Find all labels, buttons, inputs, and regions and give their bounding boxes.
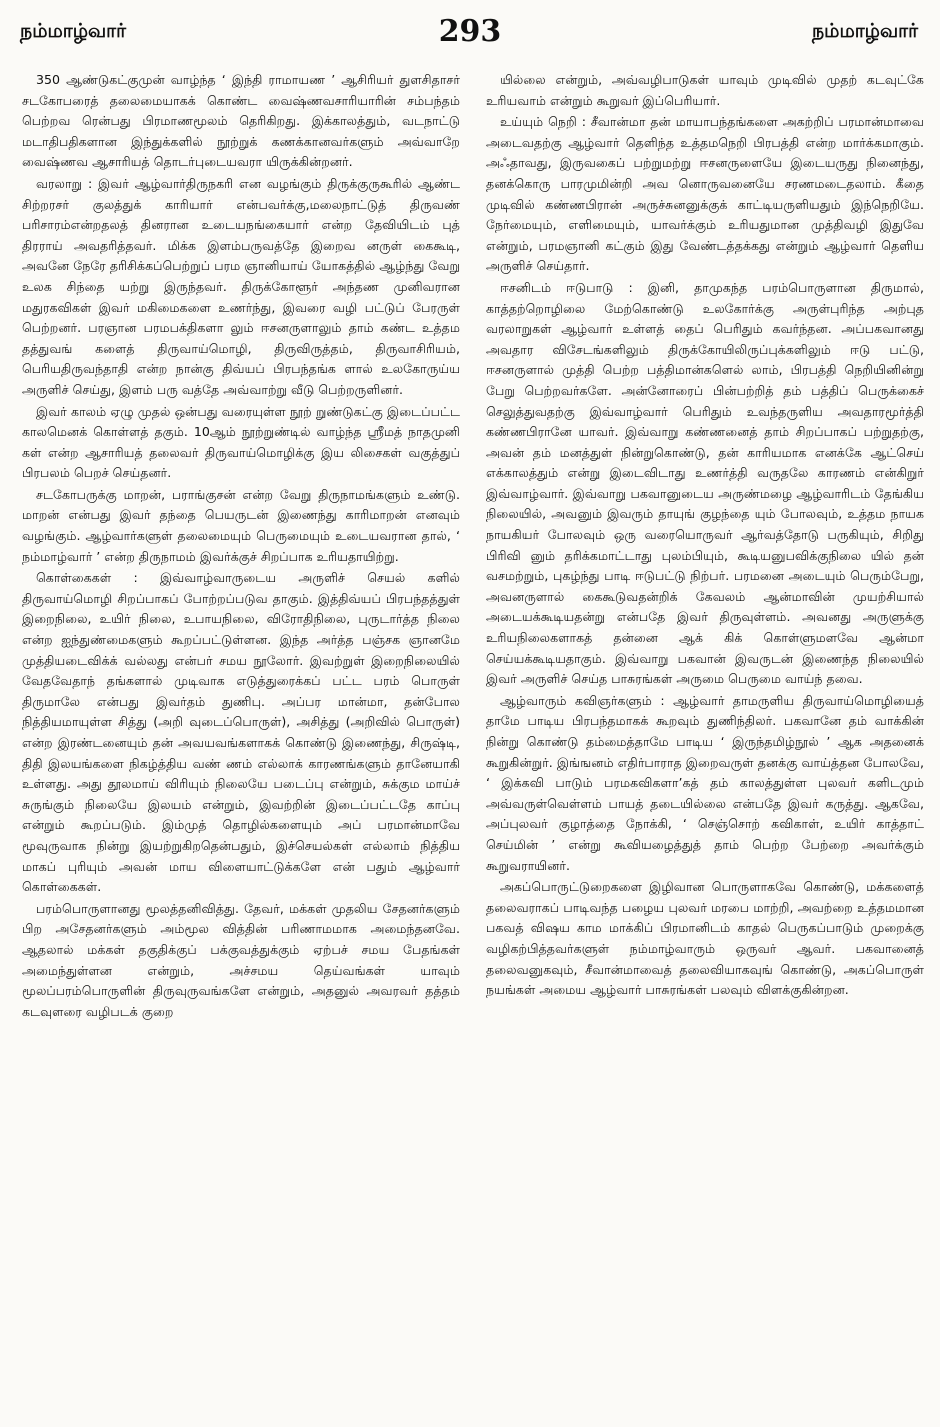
- page-header: [0, 0, 940, 60]
- column-divider: [471, 72, 472, 1392]
- page-number: 293: [438, 14, 502, 49]
- left-text-column: [22, 70, 460, 1400]
- paragraph-continuation: யில்லை என்றும், அவ்வழிபாடுகள் யாவும் முடிவில் முதற் கடவுட்கே உரியவாம் என்றும் கூறுவர் இப்பெரியார்.: [486, 72, 924, 108]
- paragraph-doctrines: கொள்கைகள் : இவ்வாழ்வாருடைய அருளிச் செயல் களில் திருவாய்மொழி சிறப்பாகப் போற்றப்படுவ தாகும். இத்திவ்யப் பிரபந்தத்துள் இறைநிலை, உயிர் நிலை, உபாயநிலை, விரோதிநிலை, புருடார்த்த நிலை என்ற ஐந்துண்மைகளும் கூறப்பட்டுள்ளன. இந்த அர்த்த பஞ்சக ஞானமே முத்தியடைவிக்க் வல்லது என்பர் சமய நூலோர். இவற்றுள் இறைநிலையில் வேதவேதாந் தங்களால் முடிவாக எடுத்துரைக்கப் பட்ட பரம் பொருள் திருமாலே என்பது இவர்தம் துணிபு. அப்பர மான்மா, தன்போல நித்தியமாயுள்ள சித்து (அறி வுடைப்பொருள்), அசித்து (அறிவில் பொருள்) என்ற இரண்டனையும் தன் அவயவங்களாகக் கொண்டு இணைந்து, சிருஷ்டி, திதி இலயங்களை நிகழ்த்திய வண் ணம் எல்லாக் காரணங்களும் தானேயாகி உள்ளது. அது தூலமாய் விரியும் நிலையே படைப்பு என்றும், சுக்கும மாய்ச் சுருங்கும் நிலையே இலயம் என்றும், இவற்றின் இடைப்பட்டதே காப்பு என்றும் கூறப்படும். இம்முத் தொழில்களையும் அப் பரமான்மாவே மூவுருவாக நின்று இயற்றுகிறதென்பதும், இச்செயல்கள் எல்லாம் நித்திய மாகப் புரியும் அவன் மாய விளையாட்டுக்களே என் பதும் ஆழ்வார் கொள்கைகள்.: [22, 570, 460, 895]
- paragraph-akam-themes: அகப்பொருட்டுறைகளை இழிவான பொருளாகவே கொண்டு, மக்களைத் தலைவராகப் பாடிவந்த பழைய புலவர் மரபை மாற்றி, அவற்றை உத்தமமான பகவத் விஷய காம மாக்கிப் பிரமானிடம் காதல் பெருகப்பாடும் முறைக்கு வழிகற்பித்தவர்களுள் நம்மாழ்வாரும் ஒருவர் ஆவர். பகவானைத் தலைவனுகவும், சீவான்மாவைத் தலைவியாகவுங் கொண்டு, அகப்பொருள் நயங்கள் அமைய ஆழ்வார் பாசுரங்கள் பலவும் விளக்குகின்றன.: [486, 879, 924, 998]
- paragraph-poets: ஆழ்வாரும் கவிஞர்களும் : ஆழ்வார் தாமருளிய திருவாய்மொழியைத் தாமே பாடிய பிரபந்தமாகக் கூறவும் துணிந்திலர். பகவானே தம் வாக்கின் நின்று கொண்டு தம்மைத்தாமே பாடிய ‘ இருந்தமிழ்நூல் ’ ஆக அதனைக் கூறுகின்றுர். இங்ஙனம் எதிர்பாராத இறைவருள் தனக்கு வாய்த்தன போலவே, ‘ இக்கவி பாடும் பரமகவிகளா’கத் தம் காலத்துள்ள புலவர் களிடமும் அவ்வருள்வெள்ளம் பாயத் தடையில்லை என்பதே இவர் கருத்து. ஆகவே, அப்புலவர் குழாத்தை நோக்கி, ‘ செஞ்சொற் கவிகாள், உயிர் காத்தாட் செய்மின் ’ என்று கூவியழைத்துத் தாம் பெற்ற பேற்றை அவர்க்கும் கூறுவராயினர்.: [486, 692, 924, 873]
- running-title-right: நம்மாழ்வார்: [811, 20, 918, 42]
- paragraph-devotion: ஈசனிடம் ஈடுபாடு : இனி, தாமுகந்த பரம்பொருளான திருமால், காத்தற்றொழிலை மேற்கொண்டு உலகோர்க்கு அருள்புரிந்த அற்புத வரலாறுகள் ஆழ்வார் உள்ளத் தைப் பெரிதும் கவர்ந்தன. அப்பகவானது அவதார விசேடங்களிலும் திருக்கோயிலிருப்புக்களிலும் ஈடு பட்டு, ஈசனருளால் முத்தி பெற்ற பத்திமான்களெல் லாம், பிரபத்தி நெறியினின்று பேறு பெற்றவர்களே. அன்னோரைப் பின்பற்றித் தம் பத்திப் பெருக்கைச் செலுத்துவதற்கு இவ்வாழ்வார் பெரிதும் உவந்தருளிய அவதாரமூர்த்தி கண்ணபிரானே யாவர். இவ்வாறு கண்ணனைத் தாம் சிறப்பாகப் பற்றுதற்கு, அவன் தம் மனத்துள் நின்றுகொண்டு, தன் காரியமாக எனக்கே ஆட்செய் எக்காலத்தும் என்று இடைவிடாது உணர்த்தி வருதலே காரணம் என்கிறுர் இவ்வாழ்வார். இவ்வாறு பகவானுடைய அருண்மழை ஆழ்வாரிடம் தேங்கிய நிலையில், அவனும் இவரும் தாயுங் குழந்தை யும் போலவும், உத்தம நாயக நாயகியர் போலவும் ஒரு வரையொருவர் ஆர்வத்தோடு பருகியும், சிறிது பிரிவி னும் தரிக்கமாட்டாது புலம்பியும், கூடியனுபவிக்குநிலை யில் தன் வசமற்றும், புகழ்ந்து பாடி ஈடுபட்டு நிற்பர். பரமனை அடையும் பெரும்பேறு, அவனருளால் கைகூடுவதன்றிக் கேவலம் ஆன்மாவின் முயற்சியால் அடையக்கூடியதன்று என்பதே இவர் திருவுள்ளம். அவனது அருளுக்கு உரியநிலைகளாகத் தன்னை ஆக் கிக் கொள்ளுமளவே ஆன்மா செய்யக்கூடியதாகும். இவ்வாறு பகவான் இவருடன் இணைந்த நிலையில் இவர் அருளிச் செய்த பாசுரங்கள் அருமை பெருமை வாய்ந் தவை.: [486, 279, 924, 687]
- paragraph-history: வரலாறு : இவர் ஆழ்வார்திருநகரி என வழங்கும் திருக்குருகூரில் ஆண்ட சிற்றரசர் குலத்துக் காரியார் என்பவர்க்கு,மலைநாட்டுத் திருவண் பரிசாரம்என்றதலத் தினரான உடையநங்கையார் என்ற தேவியிடம் புத் திரராய் அவதரித்தவர். மிக்க இளம்பருவத்தே இறைவ னருள் கைகூடி, அவனே நேரே தரிசிக்கப்பெற்றுப் பரம ஞானியாய் யோகத்தில் ஆழ்ந்து வேறு உலக சிந்தை யற்று இருந்தவர். திருக்கோளூர் அந்தண முனிவரான மதுரகவிகள் இவர் மகிமைகளை உணர்ந்து, இவரை வழி பட்டுப் பேரருள் பெற்றனர். பரஞான பரமபக்திகளா லும் ஈசனருளாலும் தாம் கண்ட உத்தம தத்துவங் களைத் திருவாய்மொழி, திருவிருத்தம், திருவாசிரியம், பெரியதிருவந்தாதி என்ற நான்கு திவ்யப் பிரபந்தங்க ளால் உலகோருய்ய அருளிச் செய்து, இளம் பரு வத்தே அவ்வாற்று வீடு பெற்றருளினர்.: [22, 175, 460, 397]
- paragraph-intro: 350 ஆண்டுகட்குமுன் வாழ்ந்த ‘ இந்தி ராமாயண ’ ஆசிரியர் துளசிதாசர் சடகோபரைத் தலைமையாகக் கொண்ட வைஷ்ணவசாரியாரின் சம்பந்தம் பெற்றவ ரென்பது பிரமாணமூலம் தெரிகிறது. இக்காலத்தும், வடநாட்டு மடாதிபதிகளான இந்துக்களில் நூற்றுக் கணக்கானவர்களும் அவ்வாறே வைஷ்ணவ ஆசாரியத் தொடர்புடையவரா யிருக்கின்றனர்.: [22, 72, 460, 170]
- paragraph-path-of-salvation: உய்யும் நெறி : சீவான்மா தன் மாயாபந்தங்களை அகற்றிப் பரமான்மாவை அடைவதற்கு ஆழ்வார் தெளிந்த உத்தமநெறி பிரபத்தி என்ற மார்க்கமாகும். அஃதாவது, இருவகைப் பற்றுமற்று ஈசனருளையே இடையருது நினைந்து, தனக்கொரு பாரமுமின்றி அவ னொருவனையே சரணமடைதலாம். கீதை முடிவில் கண்ணபிரான் அருச்சுனனுக்குக் காட்டியருளியதும் இந்நெறியே. நேர்மையும், எளிமையும், யாவர்க்கும் உரியதுமான முத்திவழி இதுவே என்றும், பரமஞானி கட்கும் இது வேண்டத்தக்கது என்றும் ஆழ்வார் தெளிய அருளிச் செய்தார்.: [486, 114, 924, 274]
- paragraph-period: இவர் காலம் ஏழு முதல் ஒன்பது வரையுள்ள நூற் றுண்டுகட்கு இடைப்பட்ட காலமெனக் கொள்ளத் தகும். 10ஆம் நூற்றுண்டில் வாழ்ந்த ஸ்ரீமத் நாதமுனி கள் என்ற ஆசாரியத் தலைவர் திருவாய்மொழிக்கு இய லிசைகள் வகுத்துப் பிரபலம் பெறச் செய்தனர்.: [22, 403, 460, 481]
- running-title-left: நம்மாழ்வார்: [20, 20, 127, 42]
- paragraph-names: சடகோபருக்கு மாறன், பராங்குசன் என்ற வேறு திருநாமங்களும் உண்டு. மாறன் என்பது இவர் தந்தை பெயருடன் இணைந்து காரிமாறன் எனவும் வழங்கும். ஆழ்வார்களுள் தலைமையும் பெருமையும் உடையவரான தால், ‘ நம்மாழ்வார் ’ என்ற திருநாமம் இவர்க்குச் சிறப்பாக உரியதாயிற்று.: [22, 486, 460, 564]
- paragraph-supreme-being: பரம்பொருளானது மூலத்தனிவித்து. தேவர், மக்கள் முதலிய சேதனர்களும் பிற அசேதனர்களும் அம்மூல வித்தின் பரிணாமமாக அமைந்தனவே. ஆதலால் மக்கள் தகுதிக்குப் பக்குவத்துக்கும் ஏற்பச் சமய பேதங்கள் அமைந்துள்ளன என்றும், அச்சமய தெய்வங்கள் யாவும் மூலப்பரம்பொருளின் திருவுருவங்களே என்றும், அதனுல் அவரவர் தத்தம் கடவுளரை வழிபடக் குறை: [22, 900, 460, 1019]
- right-text-column: [486, 70, 924, 1400]
